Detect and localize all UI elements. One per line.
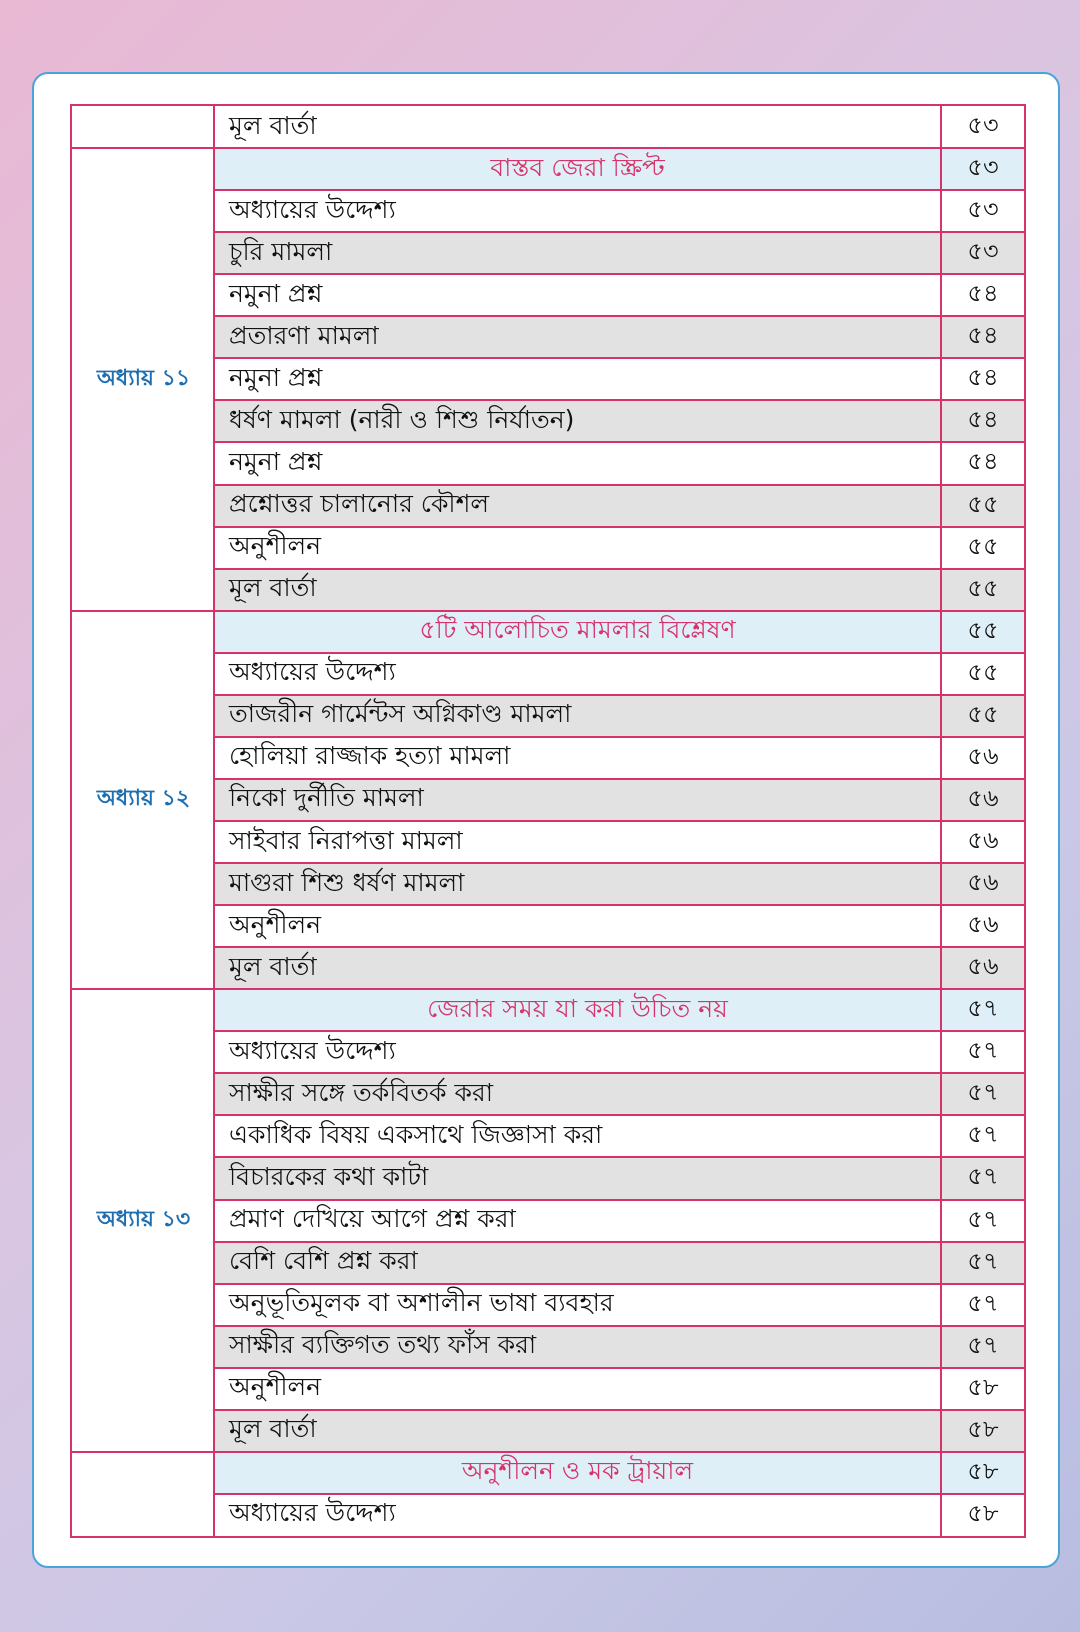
chapter-heading-row (72, 1452, 1024, 1494)
page-number: ৫৮ (967, 1498, 999, 1527)
page-number: ৫৭ (967, 1288, 999, 1317)
toc-row (72, 106, 1024, 148)
row-divider (215, 778, 1024, 780)
entry-title: সাক্ষীর সঙ্গে তর্কবিতর্ক করা (215, 1073, 942, 1115)
entry-title: অধ্যায়ের উদ্দেশ্য (215, 653, 942, 695)
entry-title: প্রশ্নোত্তর চালানোর কৌশল (215, 485, 942, 527)
row-divider (215, 1030, 1024, 1032)
row-divider (215, 273, 1024, 275)
entry-title: অনুশীলন (215, 905, 942, 947)
row-divider (215, 1114, 1024, 1116)
entry-title: প্রমাণ দেখিয়ে আগে প্রশ্ন করা (215, 1200, 942, 1242)
page-number: ৫৭ (942, 1073, 1024, 1115)
chapter-cell (72, 106, 215, 148)
page-number: ৫৭ (942, 989, 1024, 1031)
page-number: ৫৪ (942, 400, 1024, 442)
row-divider (215, 441, 1024, 443)
page-number: ৫৭ (967, 1036, 999, 1065)
page-number: ৫৩ (942, 148, 1024, 190)
entry-title: অনুশীলন (215, 1368, 942, 1410)
row-divider (215, 904, 1024, 906)
row-divider (215, 1072, 1024, 1074)
entry-title: নমুনা প্রশ্ন (215, 358, 942, 400)
row-divider (215, 231, 1024, 233)
entry-title: প্রতারণা মামলা (215, 316, 942, 358)
chapter-label: অধ্যায় ১৩ (96, 1207, 191, 1233)
row-divider (215, 736, 1024, 738)
page-number: ৫৭ (942, 1157, 1024, 1199)
entry-title: মূল বার্তা (215, 1410, 942, 1452)
page-number: ৫৬ (967, 910, 999, 939)
chapter-label: অধ্যায় ১১ (96, 365, 191, 391)
entry-title: অনুশীলন (215, 527, 942, 569)
entry-title: অধ্যায়ের উদ্দেশ্য (215, 1494, 942, 1536)
entry-title: সাইবার নিরাপত্তা মামলা (215, 821, 942, 863)
row-divider (215, 820, 1024, 822)
entry-title: সাক্ষীর ব্যক্তিগত তথ্য ফাঁস করা (215, 1326, 942, 1368)
chapter-label: অধ্যায় ১২ (96, 786, 191, 812)
chapter-cell (72, 1452, 215, 1494)
entry-title: মূল বার্তা (215, 947, 942, 989)
row-divider (215, 1199, 1024, 1201)
toc-row (72, 1494, 1024, 1536)
page-number: ৫৬ (942, 863, 1024, 905)
row-divider (215, 568, 1024, 570)
entry-title: নিকো দুর্নীতি মামলা (215, 779, 942, 821)
page-number: ৫৫ (942, 695, 1024, 737)
entry-title: নমুনা প্রশ্ন (215, 442, 942, 484)
page-number: ৫৩ (967, 195, 999, 224)
chapter-title: বাস্তব জেরা স্ক্রিপ্ট (215, 148, 942, 190)
chapter-title: জেরার সময় যা করা উচিত নয় (215, 989, 942, 1031)
entry-title: অধ্যায়ের উদ্দেশ্য (215, 1031, 942, 1073)
row-divider (215, 1325, 1024, 1327)
row-divider (215, 1367, 1024, 1369)
page-number: ৫৬ (942, 779, 1024, 821)
page-number: ৫৪ (942, 316, 1024, 358)
page-number: ৫৬ (942, 947, 1024, 989)
chapter-cell (72, 1494, 215, 1536)
page-number: ৫৫ (967, 531, 999, 560)
page-number: ৫৫ (942, 611, 1024, 653)
row-divider (215, 526, 1024, 528)
entry-title: হোলিয়া রাজ্জাক হত্যা মামলা (215, 737, 942, 779)
row-divider (215, 694, 1024, 696)
page-number: ৫৩ (942, 232, 1024, 274)
row-divider (215, 862, 1024, 864)
entry-title: মূল বার্তা (215, 106, 942, 148)
entry-title: ধর্ষণ মামলা (নারী ও শিশু নির্যাতন) (215, 400, 942, 442)
page-number: ৫৭ (942, 1242, 1024, 1284)
entry-title: তাজরীন গার্মেন্টস অগ্নিকাণ্ড মামলা (215, 695, 942, 737)
entry-title: অধ্যায়ের উদ্দেশ্য (215, 190, 942, 232)
row-divider (215, 357, 1024, 359)
page-number: ৫৮ (942, 1410, 1024, 1452)
entry-title: মূল বার্তা (215, 569, 942, 611)
row-divider (215, 1283, 1024, 1285)
chapter-title: অনুশীলন ও মক ট্রায়াল (215, 1452, 942, 1494)
page-number: ৫৫ (942, 569, 1024, 611)
entry-title: বিচারকের কথা কাটা (215, 1157, 942, 1199)
page-number: ৫৬ (967, 826, 999, 855)
row-divider (215, 315, 1024, 317)
page-number: ৫৫ (967, 657, 999, 686)
row-divider (215, 652, 1024, 654)
chapter-title: ৫টি আলোচিত মামলার বিশ্লেষণ (215, 611, 942, 653)
row-divider (215, 1493, 1024, 1495)
page-number: ৫৭ (967, 1120, 999, 1149)
row-divider (215, 399, 1024, 401)
entry-title: অনুভূতিমূলক বা অশালীন ভাষা ব্যবহার (215, 1284, 942, 1326)
page-number: ৫৭ (942, 1326, 1024, 1368)
page-number: ৫৮ (942, 1452, 1024, 1494)
row-divider (215, 484, 1024, 486)
entry-title: চুরি মামলা (215, 232, 942, 274)
page-card (32, 72, 1060, 1568)
row-divider (215, 189, 1024, 191)
row-divider (215, 1156, 1024, 1158)
row-divider (215, 1241, 1024, 1243)
entry-title: মাগুরা শিশু ধর্ষণ মামলা (215, 863, 942, 905)
entry-title: একাধিক বিষয় একসাথে জিজ্ঞাসা করা (215, 1115, 942, 1157)
page-number: ৫৬ (967, 741, 999, 770)
page-number: ৫৪ (967, 279, 999, 308)
entry-title: বেশি বেশি প্রশ্ন করা (215, 1242, 942, 1284)
page-number: ৫৮ (967, 1372, 999, 1401)
row-divider (215, 946, 1024, 948)
page-number: ৫৩ (967, 111, 999, 140)
page-number: ৫৭ (967, 1204, 999, 1233)
page-number: ৫৫ (942, 485, 1024, 527)
page-number: ৫৪ (967, 363, 999, 392)
row-divider (215, 1409, 1024, 1411)
page-number: ৫৪ (967, 447, 999, 476)
table-of-contents (70, 104, 1026, 1538)
entry-title: নমুনা প্রশ্ন (215, 274, 942, 316)
